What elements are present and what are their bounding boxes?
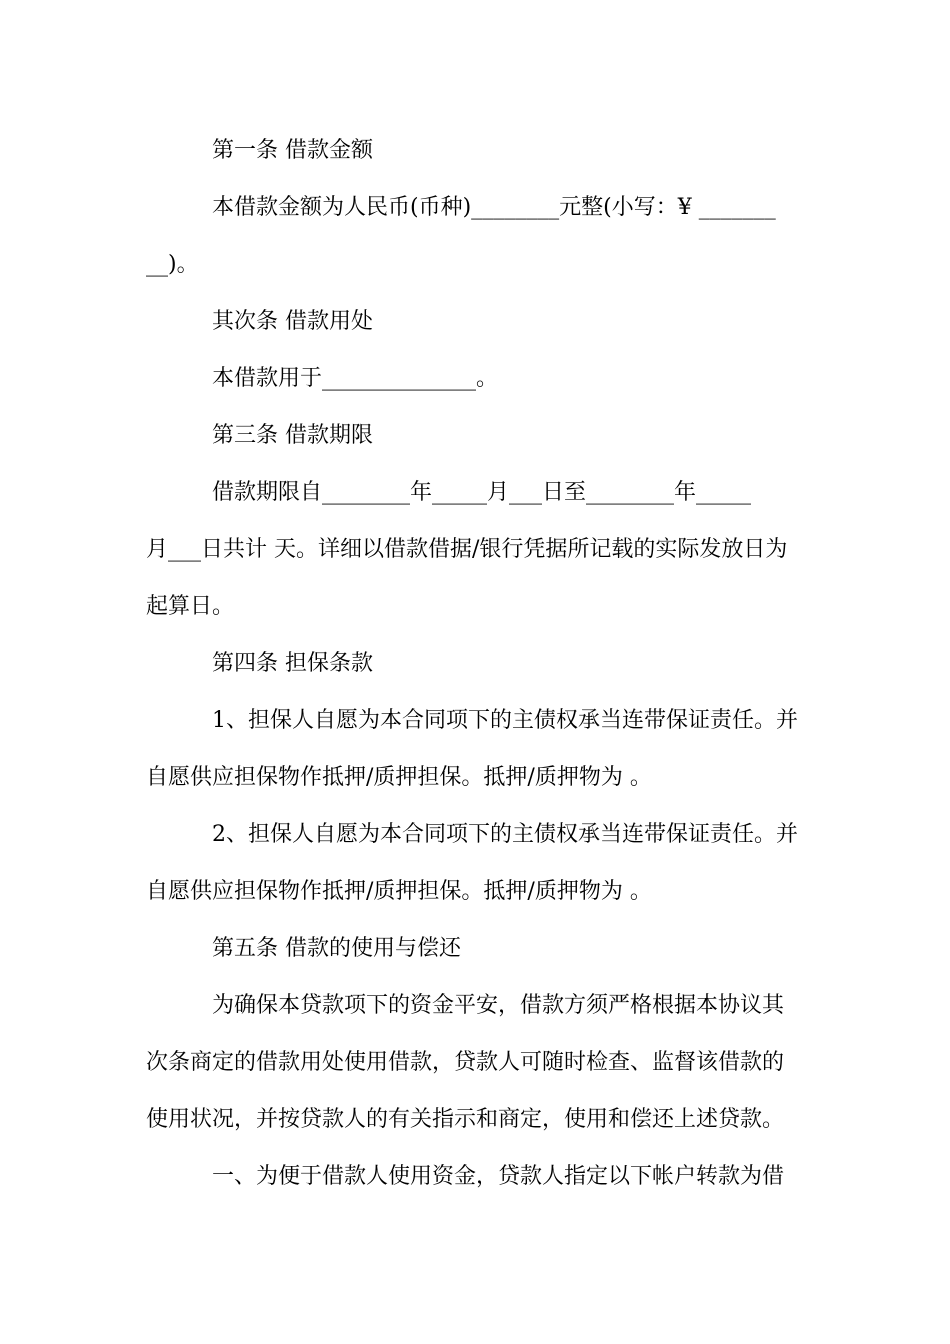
paragraph-line: 本借款金额为人民币(币种)________元整(小写：¥ _______	[212, 195, 776, 220]
paragraph-line: __)。	[146, 252, 199, 277]
paragraph-line: 1、担保人自愿为本合同项下的主债权承当连带保证责任。并	[212, 708, 798, 733]
paragraph-line: 次条商定的借款用处使用借款，贷款人可随时检查、监督该借款的	[146, 1050, 785, 1075]
heading-article-1: 第一条 借款金额	[212, 138, 373, 163]
heading-article-2: 其次条 借款用处	[212, 309, 373, 334]
paragraph-line: 自愿供应担保物作抵押/质押担保。抵押/质押物为 。	[146, 879, 652, 904]
paragraph-line: 起算日。	[146, 594, 235, 619]
paragraph-line: 为确保本贷款项下的资金平安，借款方须严格根据本协议其	[212, 993, 785, 1018]
paragraph-line: 月___日共计 天。详细以借款借据/银行凭据所记载的实际发放日为	[146, 537, 788, 562]
paragraph-line: 2、担保人自愿为本合同项下的主债权承当连带保证责任。并	[212, 822, 798, 847]
heading-article-5: 第五条 借款的使用与偿还	[212, 936, 461, 961]
heading-article-4: 第四条 担保条款	[212, 651, 373, 676]
paragraph-line: 自愿供应担保物作抵押/质押担保。抵押/质押物为 。	[146, 765, 652, 790]
heading-article-3: 第三条 借款期限	[212, 423, 373, 448]
paragraph-line: 一、为便于借款人使用资金，贷款人指定以下帐户转款为借	[212, 1164, 785, 1189]
paragraph-line: 本借款用于______________。	[212, 366, 499, 391]
paragraph-line: 借款期限自________年_____月___日至________年_____	[212, 480, 752, 505]
paragraph-line: 使用状况，并按贷款人的有关指示和商定，使用和偿还上述贷款。	[146, 1107, 785, 1132]
